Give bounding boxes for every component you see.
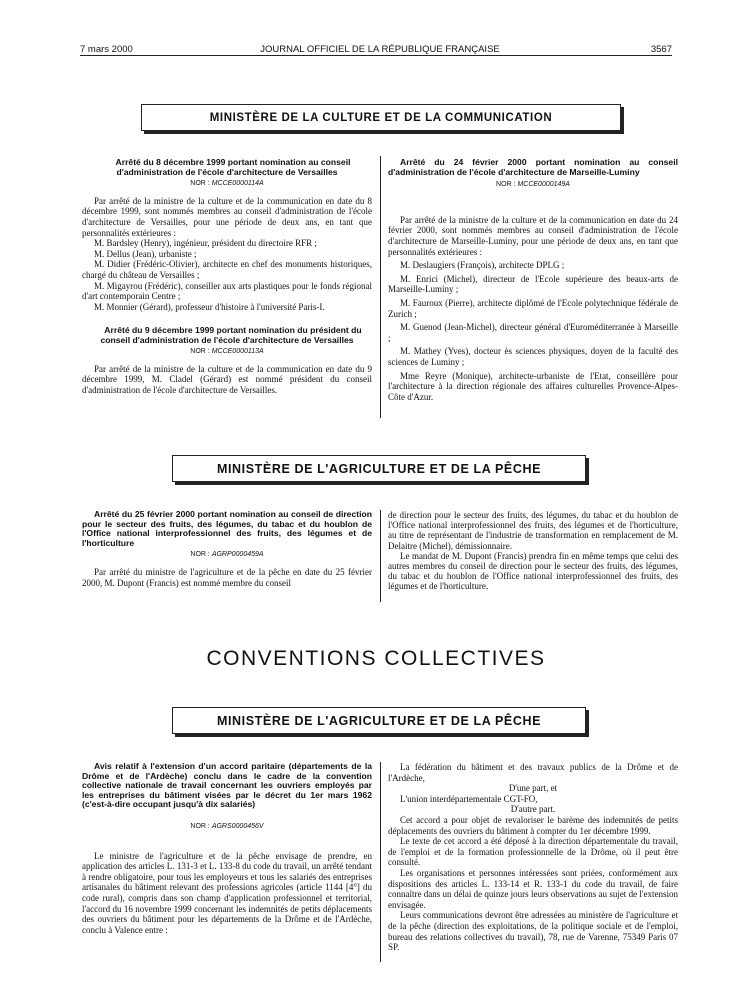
article-4-para: de direction pour le secteur des fruits, des légumes, du tabac et du houblon de l'Office national interprofessionnel des fruits, des légumes et de l'horticulture, au titre de représentant de l'industrie de transformation en remplacement de M. Delaitre (Michel), démissionnaire. [388,510,678,551]
article-5-nor: NOR : AGRS0000456V [190,822,264,830]
article-5-para: D'une part, et [508,783,558,794]
article-4-left [82,510,372,588]
article-1 [82,158,372,312]
section-heading-conventions: CONVENTIONS COLLECTIVES [206,647,546,670]
article-4-para: Le mandat de M. Dupont (Francis) prendra fin en même temps que celui des autres membres du conseil de direction pour le secteur des fruits, des légumes, du tabac et du houblon de l'Office national interprofessionnel des fruits, des légumes et de l'horticulture. [388,550,678,592]
article-3-title: Arrêté du 24 février 2000 portant nomination au conseil d'administration de l'école d'architecture de Marseille-Luminy [388,157,678,177]
article-3-para: Par arrêté de la ministre de la culture et de la communication en date du 24 février 2000, sont nommés membres au conseil d'administration de l'école d'architecture de Marseille-Luminy, pour une période de deux ans, en tant que personnalités extérieures : [388,214,678,257]
article-4-nor: NOR : AGRP0000459A [190,551,264,559]
article-5-left [82,762,372,935]
article-5-para: L'union interdépartementale CGT-FO, [400,793,538,804]
header-rule [80,55,672,56]
article-3-item: M. Mathey (Yves), docteur ès sciences physiques, doyen de la faculté des sciences de Luminy ; [388,346,678,367]
column-divider [380,762,381,962]
article-5-para: La fédération du bâtiment et des travaux publics de la Drôme et de l'Ardèche, [388,762,678,783]
article-5-para: D'autre part. [510,804,556,815]
article-1-title: Arrêté du 8 décembre 1999 portant nomination au conseil d'administration de l'école d'architecture de Versailles [115,157,351,177]
article-3-item: M. Guenod (Jean-Michel), directeur général d'Euroméditerranée à Marseille ; [388,322,678,343]
article-5-para: Le ministre de l'agriculture et de la pêche envisage de prendre, en application des articles L. 131-3 et L. 133-8 du code du travail, un arrêté tendant à rendre obligatoire, pour tous les employeurs et tous les salariés des entreprises artisanales du bâtiment relevant des professions agricoles (article 1144 [4°] du code rural), compris dans son champ d'application professionnel et territorial, l'accord du 16 novembre 1999 concernant les indemnités de petits déplacements des ouvriers du bâtiment pour les départements de la Drôme et de l'Ardèche, conclu à Valence entre : [82,850,372,935]
article-1-item: M. Monnier (Gérard), professeur d'histoire à l'université Paris-I. [94,301,325,312]
article-3-item: M. Fauroux (Pierre), architecte diplômé de l'Ecole polytechnique fédérale de Zurich ; [388,297,678,319]
article-1-item: M. Didier (Frédéric-Olivier), architecte en chef des monuments historiques, chargé du château de Versailles ; [82,259,372,280]
header-journal-title: JOURNAL OFFICIEL DE LA RÉPUBLIQUE FRANÇAISE [260,44,500,55]
article-4-right [388,510,678,592]
article-4-title: Arrêté du 25 février 2000 portant nomination au conseil de direction pour le secteur des fruits, des légumes, du tabac et du houblon de l'Office national interprofessionnel des fruits, des légumes et de l'horticulture [82,509,372,548]
article-3-nor: NOR : MCCE0000149A [496,181,570,189]
article-5-title: Avis relatif à l'extension d'un accord paritaire (départements de la Drôme et de l'Ardèche) conclu dans le cadre de la convention collective nationale de travail concernant les ouvriers employés par les entreprises du bâtiment visées par le décret du 1er mars 1962 (c'est-à-dire occupant jusqu'à dix salariés) [82,761,372,810]
article-3 [388,158,678,402]
column-divider [380,510,381,602]
article-2-nor: NOR : MCCE0000113A [190,348,264,356]
article-2-para: Par arrêté de la ministre de la culture et de la communication en date du 9 décembre 1999, M. Cladel (Gérard) est nommé président du conseil d'administration de l'école d'architecture de Versailles. [82,363,372,395]
article-1-item: M. Dellus (Jean), urbaniste ; [94,248,197,259]
article-5-para: Le texte de cet accord a été déposé à la direction départementale du travail, de l'emploi et de la formation professionnelle de la Drôme, où il peut être consulté. [388,836,678,868]
article-3-item: Mme Reyre (Monique), architecte-urbaniste de l'Etat, conseillère pour l'architecture à la direction régionale des affaires culturelles Provence-Alpes-Côte d'Azur. [388,370,678,402]
article-1-item: M. Bardsley (Henry), ingénieur, président du directoire RFR ; [94,238,317,249]
article-2-title: Arrêté du 9 décembre 1999 portant nomination du président du conseil d'administration de l'école d'architecture de Versailles [100,325,362,345]
article-1-para: Par arrêté de la ministre de la culture et de la communication en date du 8 décembre 1999, sont nommés membres au conseil d'administration de l'école d'architecture de Versailles, pour une période de deux ans, en tant que personnalités extérieures : [82,195,372,238]
article-1-item: M. Migayrou (Frédéric), conseiller aux arts plastiques pour le fonds régional d'art contemporain Centre ; [82,280,372,302]
article-5-para: Cet accord a pour objet de revaloriser le barème des indemnités de petits déplacements des ouvriers du bâtiment à compter du 1er décembre 1999. [388,814,678,836]
article-4-para: Par arrêté du ministre de l'agriculture et de la pêche en date du 25 février 2000, M. Dupont (Francis) est nommé membre du conseil [82,566,372,588]
article-3-item: M. Deslaugiers (François), architecte DPLG ; [400,260,565,271]
article-1-nor: NOR : MCCE0000114A [190,180,264,188]
article-5-para: Les organisations et personnes intéressées sont priées, conformément aux dispositions des articles L. 133-14 et R. 133-1 du code du travail, de faire connaître dans un délai de quinze jours leurs observations au sujet de l'extension envisagée. [388,867,678,910]
section-heading-agriculture: MINISTÈRE DE L'AGRICULTURE ET DE LA PÊCHE [172,707,586,734]
section-heading-agriculture: MINISTÈRE DE L'AGRICULTURE ET DE LA PÊCHE [172,455,586,482]
article-5-right [388,762,678,953]
column-divider [380,156,381,418]
header-page-number: 3567 [650,44,672,55]
section-heading-culture: MINISTÈRE DE LA CULTURE ET DE LA COMMUNICATION [141,104,621,131]
header-date: 7 mars 2000 [80,44,133,55]
article-2 [82,326,372,396]
article-5-para: Leurs communications devront être adressées au ministère de l'agriculture et de la pêche (direction des exploitations, de la politique sociale et de l'emploi, bureau des relations collectives du travail), 78, rue de Varenne, 75349 Paris 07 SP. [388,910,678,953]
article-3-item: M. Enrici (Michel), directeur de l'Ecole supérieure des beaux-arts de Marseille-Luminy ; [388,273,678,295]
